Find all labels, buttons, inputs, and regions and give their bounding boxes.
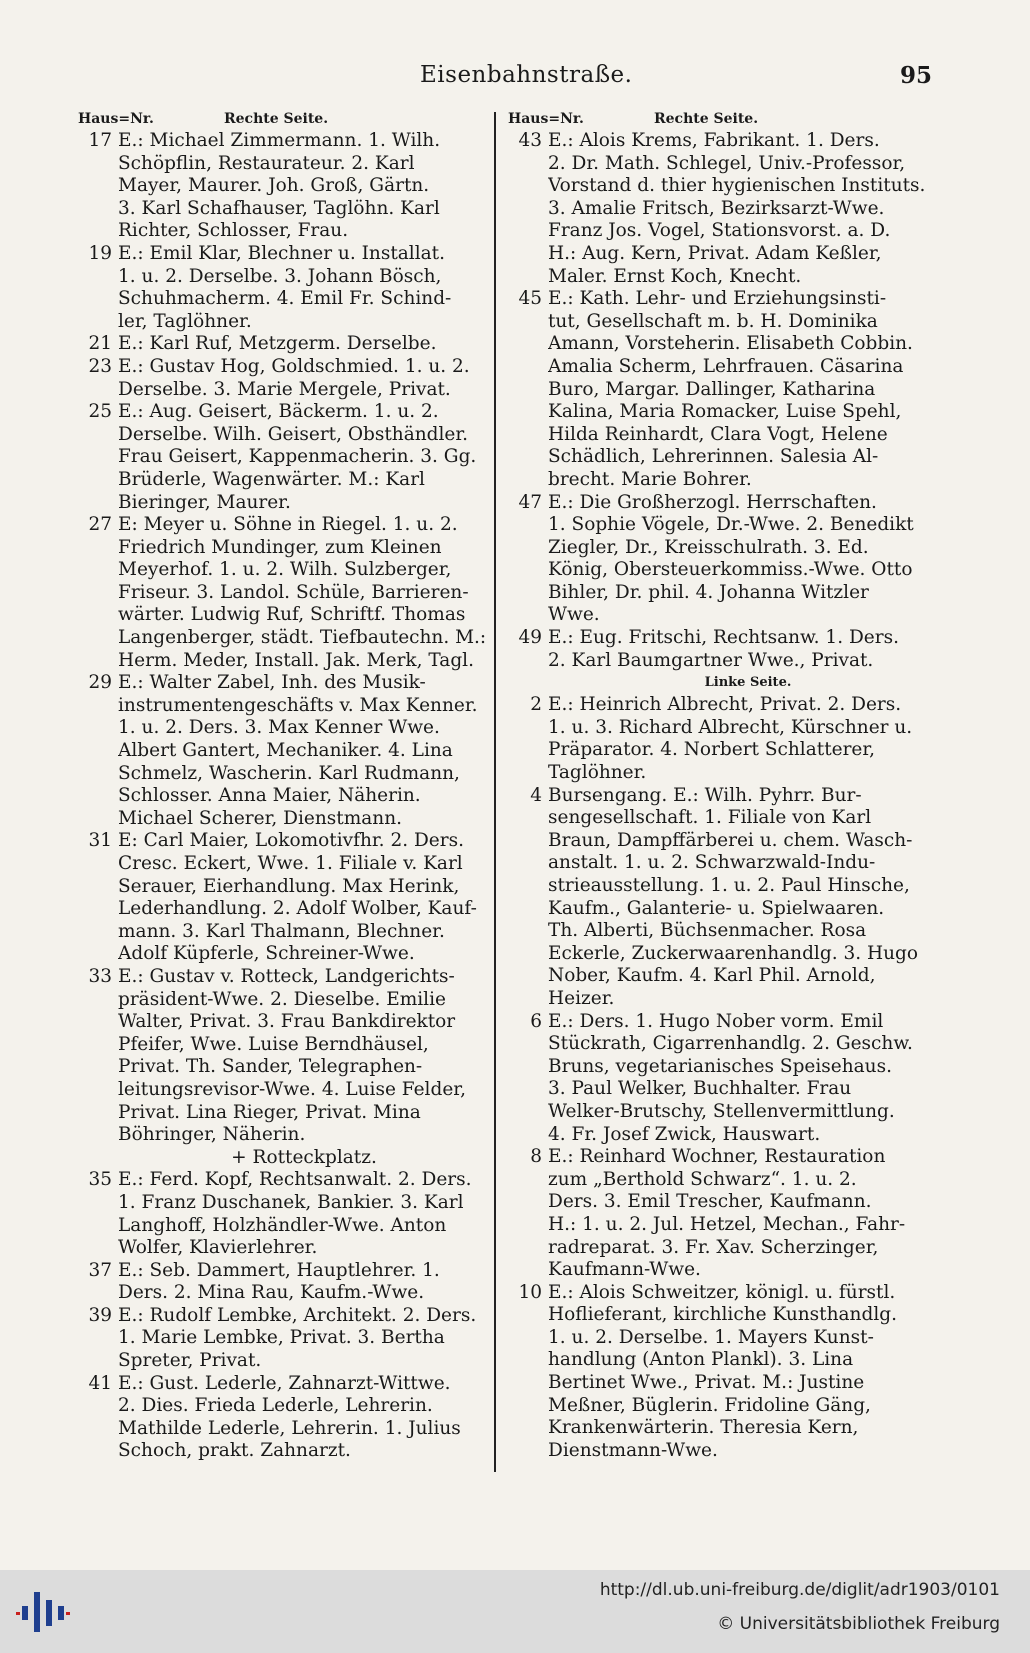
entry-line: instrumentengeschäfts v. Max Kenner. <box>118 694 478 716</box>
footer-bar <box>0 1570 1030 1653</box>
entry-line: Schöpflin, Restaurateur. 2. Karl <box>118 152 415 174</box>
entry-line: Ziegler, Dr., Kreisschulrath. 3. Ed. <box>548 536 869 558</box>
entry-line: anstalt. 1. u. 2. Schwarzwald-Indu- <box>548 852 876 874</box>
entry-line: Mathilde Lederle, Lehrerin. 1. Julius <box>118 1417 461 1439</box>
entry-line: radreparat. 3. Fr. Xav. Scherzinger, <box>548 1236 879 1258</box>
source-url-link[interactable]: http://dl.ub.uni-freiburg.de/diglit/adr1903/0101 <box>599 1580 1000 1600</box>
house-number: 47 <box>518 491 542 513</box>
entry-line: Bihler, Dr. phil. 4. Johanna Witzler <box>548 581 869 603</box>
entry-line: 3. Amalie Fritsch, Bezirksarzt-Wwe. <box>548 197 885 219</box>
address-entry <box>78 130 490 243</box>
entry-line: Präparator. 4. Norbert Schlatterer, <box>548 739 876 761</box>
entry-line: Ders. 3. Emil Trescher, Kaufmann. <box>548 1191 872 1213</box>
address-entry <box>508 492 928 628</box>
entry-text <box>548 785 928 1011</box>
entry-line: Bieringer, Maurer. <box>118 491 291 513</box>
address-entry <box>508 694 928 784</box>
entry-line: 3. Karl Schafhauser, Taglöhn. Karl <box>118 197 440 219</box>
entry-line: E.: Alois Krems, Fabrikant. 1. Ders. <box>548 130 880 151</box>
entry-text <box>548 288 928 491</box>
left-entries <box>78 130 490 1463</box>
entry-line: leitungsrevisor-Wwe. 4. Luise Felder, <box>118 1078 466 1100</box>
entry-line: E.: Ders. 1. Hugo Nober vorm. Emil <box>548 1010 884 1032</box>
entry-line: 2. Dies. Frieda Lederle, Lehrerin. <box>118 1395 433 1417</box>
entry-line: Eckerle, Zuckerwaarenhandlg. 3. Hugo <box>548 942 919 964</box>
entry-line: E.: Heinrich Albrecht, Privat. 2. Ders. <box>548 694 902 716</box>
entry-line: Pfeifer, Wwe. Luise Berndhäusel, <box>118 1033 429 1055</box>
entry-line: Dienstmann-Wwe. <box>548 1439 718 1461</box>
address-entry <box>78 1147 490 1170</box>
column-header-side: Rechte Seite. <box>654 111 759 127</box>
house-number: 45 <box>518 288 542 310</box>
entry-line: Frau Geisert, Kappenmacherin. 3. Gg. <box>118 446 477 468</box>
entry-line: wärter. Ludwig Ruf, Schriftf. Thomas <box>118 604 466 626</box>
address-entry <box>508 1282 928 1463</box>
entry-line: Michael Scherer, Dienstmann. <box>118 807 402 829</box>
entry-line: Meyerhof. 1. u. 2. Wilh. Sulzberger, <box>118 559 452 581</box>
address-entry <box>78 1169 490 1259</box>
entry-line: Hoflieferant, kirchliche Kunsthandlg. <box>548 1304 897 1326</box>
entry-line: ler, Taglöhner. <box>118 310 252 332</box>
address-entry <box>508 1011 928 1147</box>
entry-text <box>548 130 928 288</box>
entry-text <box>548 1146 928 1282</box>
house-number: 2 <box>530 694 542 716</box>
house-number: 43 <box>518 130 542 151</box>
entry-line: mann. 3. Karl Thalmann, Blechner. <box>118 920 445 942</box>
entry-line: tut, Gesellschaft m. b. H. Dominika <box>548 310 878 332</box>
column-header <box>508 108 928 130</box>
entry-line: 3. Paul Welker, Buchhalter. Frau <box>548 1078 852 1100</box>
entry-line: E.: Emil Klar, Blechner u. Installat. <box>118 242 445 264</box>
entry-line: Amann, Vorsteherin. Elisabeth Cobbin. <box>548 333 913 355</box>
entry-line: Amalia Scherm, Lehrfrauen. Cäsarina <box>548 355 904 377</box>
entry-line: präsident-Wwe. 2. Dieselbe. Emilie <box>118 988 446 1010</box>
address-entry <box>78 1260 490 1305</box>
address-entry <box>78 243 490 333</box>
entry-line: Krankenwärterin. Theresia Kern, <box>548 1417 859 1439</box>
entry-line: Friedrich Mundinger, zum Kleinen <box>118 536 442 558</box>
entry-line: Adolf Küpferle, Schreiner-Wwe. <box>118 943 415 965</box>
entry-text <box>118 1260 490 1305</box>
entry-line: Brüderle, Wagenwärter. M.: Karl <box>118 468 425 490</box>
entry-line: Schmelz, Wascherin. Karl Rudmann, <box>118 762 460 784</box>
address-entry <box>78 1305 490 1373</box>
house-number: 19 <box>88 242 112 264</box>
entry-line: Langenberger, städt. Tiefbautechn. M.: <box>118 627 487 649</box>
left-column <box>78 108 490 1463</box>
entry-line: Bursengang. E.: Wilh. Pyhrr. Bur- <box>548 784 862 806</box>
house-number: 6 <box>530 1010 542 1032</box>
house-number: 37 <box>88 1259 112 1281</box>
entry-text <box>118 672 490 830</box>
entry-line: + Rotteckplatz. <box>231 1146 377 1168</box>
house-number: 17 <box>88 130 112 151</box>
entry-line: Privat. Th. Sander, Telegraphen- <box>118 1056 423 1078</box>
house-number: 33 <box>88 965 112 987</box>
entry-line: Nober, Kaufm. 4. Karl Phil. Arnold, <box>548 965 876 987</box>
entry-line: Schädlich, Lehrerinnen. Salesia Al- <box>548 446 879 468</box>
entry-line: Kalina, Maria Romacker, Luise Spehl, <box>548 401 902 423</box>
copyright-text: © Universitätsbibliothek Freiburg <box>717 1614 1000 1634</box>
entry-line: Taglöhner. <box>548 762 647 784</box>
house-number: 27 <box>88 514 112 536</box>
entry-line: Mayer, Maurer. Joh. Groß, Gärtn. <box>118 175 430 197</box>
right-column <box>508 108 928 1462</box>
entry-line: Maler. Ernst Koch, Knecht. <box>548 265 802 287</box>
house-number: 4 <box>530 784 542 806</box>
address-entry <box>78 333 490 356</box>
entry-line: E.: Reinhard Wochner, Restauration <box>548 1146 886 1168</box>
address-entry <box>78 672 490 830</box>
entry-line: Wolfer, Klavierlehrer. <box>118 1237 318 1259</box>
entry-text <box>118 356 490 401</box>
entry-line: 1. u. 2. Ders. 3. Max Kenner Wwe. <box>118 717 440 739</box>
entry-line: Lederhandlung. 2. Adolf Wolber, Kauf- <box>118 898 477 920</box>
house-number: 31 <box>88 830 112 852</box>
address-entry <box>78 830 490 966</box>
entry-line: Albert Gantert, Mechaniker. 4. Lina <box>118 740 453 762</box>
entry-line: brecht. Marie Bohrer. <box>548 468 752 490</box>
entry-line: Langhoff, Holzhändler-Wwe. Anton <box>118 1214 447 1236</box>
entry-text <box>548 694 928 784</box>
entry-line: Spreter, Privat. <box>118 1350 262 1372</box>
entry-line: E.: Gustav Hog, Goldschmied. 1. u. 2. <box>118 355 470 377</box>
entry-line: 2. Karl Baumgartner Wwe., Privat. <box>548 649 874 671</box>
house-number: 29 <box>88 672 112 694</box>
entry-line: E.: Michael Zimmermann. 1. Wilh. <box>118 130 441 151</box>
entry-line: sengesellschaft. 1. Filiale von Karl <box>548 807 872 829</box>
entry-line: Schuhmacherm. 4. Emil Fr. Schind- <box>118 288 452 310</box>
entry-line: E.: Walter Zabel, Inh. des Musik- <box>118 672 426 694</box>
address-entry <box>508 130 928 288</box>
page-number: 95 <box>900 62 933 89</box>
entry-line: Bertinet Wwe., Privat. M.: Justine <box>548 1372 865 1394</box>
entry-line: Buro, Margar. Dallinger, Katharina <box>548 378 876 400</box>
entry-line: E.: Ferd. Kopf, Rechtsanwalt. 2. Ders. <box>118 1169 472 1191</box>
entry-line: E.: Eug. Fritschi, Rechtsanw. 1. Ders. <box>548 627 899 649</box>
entry-line: 1. u. 2. Derselbe. 1. Mayers Kunst- <box>548 1326 874 1348</box>
entry-line: Privat. Lina Rieger, Privat. Mina <box>118 1101 421 1123</box>
column-header-nr: Haus=Nr. <box>78 111 154 127</box>
entry-line: Hilda Reinhardt, Clara Vogt, Helene <box>548 423 888 445</box>
entry-line: H.: 1. u. 2. Jul. Hetzel, Mechan., Fahr- <box>548 1213 906 1235</box>
entry-line: E.: Rudolf Lembke, Architekt. 2. Ders. <box>118 1304 477 1326</box>
entry-line: 1. Marie Lembke, Privat. 3. Bertha <box>118 1327 445 1349</box>
house-number: 10 <box>518 1281 542 1303</box>
entry-line: E: Meyer u. Söhne in Riegel. 1. u. 2. <box>118 514 458 536</box>
address-entry <box>508 288 928 491</box>
entry-line: Cresc. Eckert, Wwe. 1. Filiale v. Karl <box>118 853 463 874</box>
house-number: 41 <box>88 1372 112 1394</box>
entry-text <box>548 1011 928 1147</box>
entry-line: Derselbe. Wilh. Geisert, Obsthändler. <box>118 423 469 445</box>
right-entries-left-side <box>508 694 928 1462</box>
entry-text <box>118 830 490 966</box>
address-entry <box>78 401 490 514</box>
entry-line: Richter, Schlosser, Frau. <box>118 220 349 242</box>
house-number: 35 <box>88 1169 112 1191</box>
address-entry <box>78 966 490 1147</box>
address-entry <box>508 1146 928 1282</box>
house-number: 21 <box>88 333 112 355</box>
entry-line: Friseur. 3. Landol. Schüle, Barrieren- <box>118 581 469 603</box>
house-number: 39 <box>88 1304 112 1326</box>
entry-text <box>548 492 928 628</box>
address-entry <box>508 627 928 672</box>
column-header <box>78 108 490 130</box>
entry-line: Schlosser. Anna Maier, Näherin. <box>118 785 421 807</box>
entry-line: Stückrath, Cigarrenhandlg. 2. Geschw. <box>548 1033 913 1055</box>
entry-line: Bruns, vegetarianisches Speisehaus. <box>548 1055 892 1077</box>
entry-text <box>118 130 490 243</box>
entry-line: Th. Alberti, Büchsenmacher. Rosa <box>548 920 867 942</box>
entry-line: E.: Seb. Dammert, Hauptlehrer. 1. <box>118 1259 440 1281</box>
entry-line: E.: Gustav v. Rotteck, Landgerichts- <box>118 965 455 987</box>
entry-line: Heizer. <box>548 987 615 1009</box>
entry-line: Böhringer, Näherin. <box>118 1124 306 1146</box>
entry-line: Kaufm., Galanterie- u. Spielwaaren. <box>548 897 885 919</box>
entry-text <box>118 401 490 514</box>
entry-text <box>118 333 490 356</box>
entry-line: Braun, Dampffärberei u. chem. Wasch- <box>548 829 913 851</box>
house-number: 25 <box>88 401 112 423</box>
column-divider <box>494 112 496 1472</box>
subheading-left-side: Linke Seite. <box>704 675 792 691</box>
entry-line: 1. Franz Duschanek, Bankier. 3. Karl <box>118 1191 464 1213</box>
entry-line: Ders. 2. Mina Rau, Kaufm.-Wwe. <box>118 1282 425 1304</box>
entry-line: E.: Karl Ruf, Metzgerm. Derselbe. <box>118 333 437 355</box>
entry-line: E.: Aug. Geisert, Bäckerm. 1. u. 2. <box>118 401 439 423</box>
entry-line: Vorstand d. thier hygienischen Instituts. <box>548 175 926 197</box>
address-entry <box>508 785 928 1011</box>
running-head: Eisenbahnstraße. <box>420 62 633 88</box>
entry-text <box>548 627 928 672</box>
entry-line: Derselbe. 3. Marie Mergele, Privat. <box>118 378 451 400</box>
entry-line: Welker-Brutschy, Stellenvermittlung. <box>548 1100 895 1122</box>
house-number: 23 <box>88 355 112 377</box>
entry-line: E.: Gust. Lederle, Zahnarzt-Wittwe. <box>118 1372 451 1394</box>
entry-line: Serauer, Eierhandlung. Max Herink, <box>118 875 460 897</box>
entry-line: Kaufmann-Wwe. <box>548 1259 701 1281</box>
entry-line: strieausstellung. 1. u. 2. Paul Hinsche, <box>548 875 910 896</box>
entry-line: E: Carl Maier, Lokomotivfhr. 2. Ders. <box>118 830 464 852</box>
entry-line: 1. Sophie Vögele, Dr.-Wwe. 2. Benedikt <box>548 514 914 536</box>
entry-line: Meßner, Büglerin. Fridoline Gäng, <box>548 1394 871 1416</box>
entry-line: König, Obersteuerkommiss.-Wwe. Otto <box>548 559 913 581</box>
entry-text <box>118 1147 490 1170</box>
house-number: 8 <box>530 1146 542 1168</box>
entry-line: 4. Fr. Josef Zwick, Hauswart. <box>548 1123 821 1145</box>
entry-line: E.: Die Großherzogl. Herrschaften. <box>548 491 877 513</box>
entry-line: H.: Aug. Kern, Privat. Adam Keßler, <box>548 242 882 264</box>
entry-line: handlung (Anton Plankl). 3. Lina <box>548 1349 854 1371</box>
entry-text <box>118 1373 490 1463</box>
entry-line: Schoch, prakt. Zahnarzt. <box>118 1440 351 1462</box>
entry-text <box>118 243 490 333</box>
right-entries <box>508 130 928 672</box>
column-header-side: Rechte Seite. <box>224 111 329 127</box>
house-number: 49 <box>518 627 542 649</box>
column-header-nr: Haus=Nr. <box>508 111 584 127</box>
entry-text <box>118 514 490 672</box>
entry-text <box>118 966 490 1147</box>
entry-line: Walter, Privat. 3. Frau Bankdirektor <box>118 1011 456 1033</box>
library-logo-icon <box>14 1584 74 1640</box>
entry-line: E.: Alois Schweitzer, königl. u. fürstl. <box>548 1281 896 1303</box>
entry-line: Herm. Meder, Install. Jak. Merk, Tagl. <box>118 649 474 671</box>
entry-line: Franz Jos. Vogel, Stationsvorst. a. D. <box>548 220 891 242</box>
entry-line: 2. Dr. Math. Schlegel, Univ.-Professor, <box>548 152 906 174</box>
entry-line: 1. u. 2. Derselbe. 3. Johann Bösch, <box>118 265 442 287</box>
entry-line: 1. u. 3. Richard Albrecht, Kürschner u. <box>548 716 913 738</box>
entry-line: E.: Kath. Lehr- und Erziehungsinsti- <box>548 288 887 310</box>
address-entry <box>78 1373 490 1463</box>
entry-text <box>118 1305 490 1373</box>
entry-text <box>118 1169 490 1259</box>
entry-text <box>548 1282 928 1463</box>
entry-line: Wwe. <box>548 604 600 626</box>
entry-line: zum „Berthold Schwarz“. 1. u. 2. <box>548 1168 857 1190</box>
address-entry <box>78 514 490 672</box>
house-number <box>78 1147 118 1170</box>
address-entry <box>78 356 490 401</box>
